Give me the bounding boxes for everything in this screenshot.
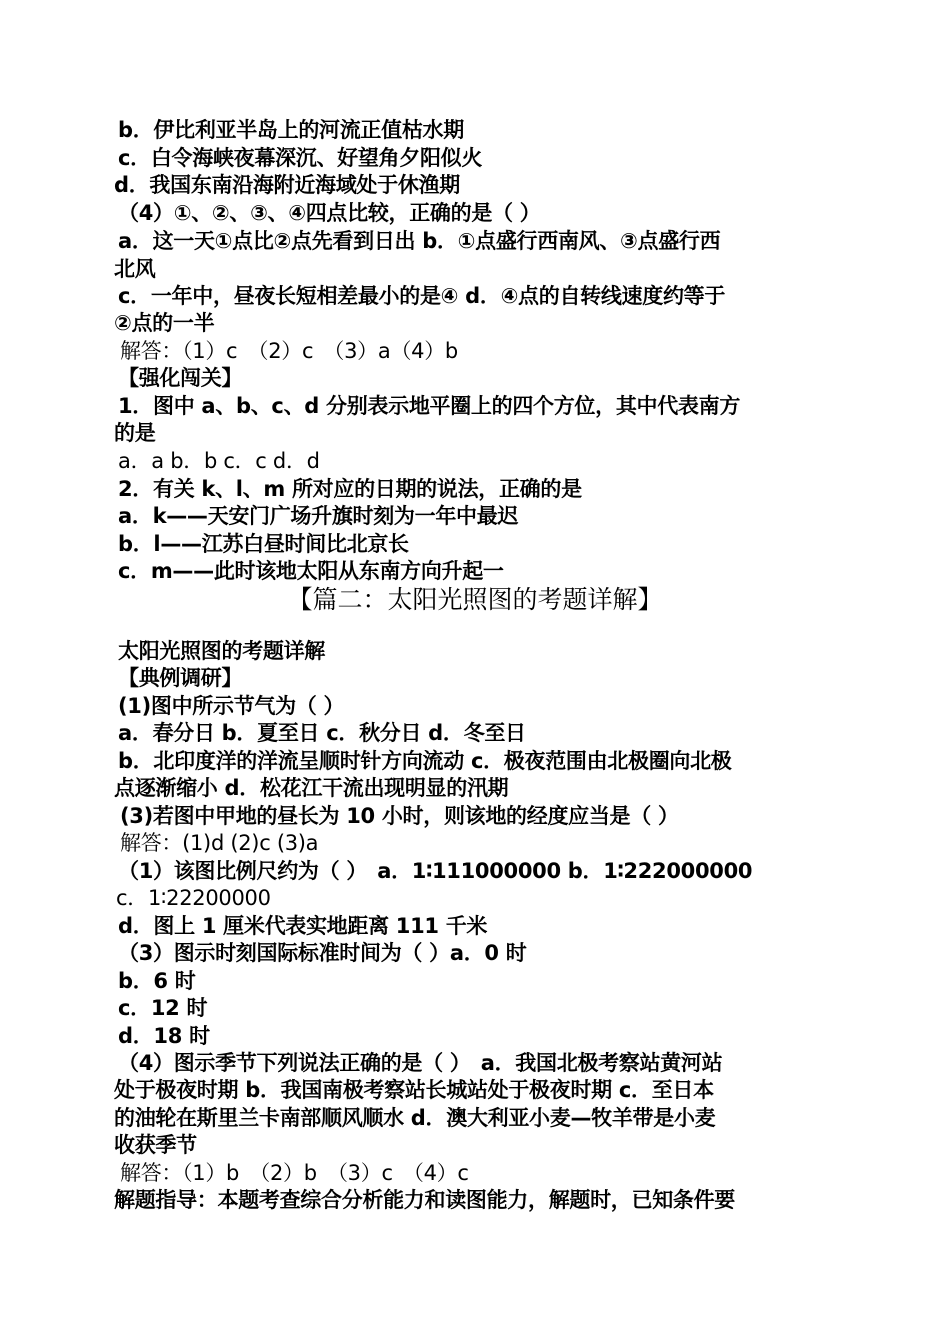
answer-line: 解答：(1)d (2)c (3)a <box>120 831 319 855</box>
text-line: a．k——天安门广场升旗时刻为一年中最迟 <box>118 504 519 528</box>
question-4: （4）图示季节下列说法正确的是（ ） a．我国北极考察站黄河站 <box>118 1051 723 1075</box>
options-line: a．a b．b c．c d．d <box>118 449 320 473</box>
section-title: 【典例调研】 <box>118 666 243 690</box>
text-line: c．白令海峡夜幕深沉、好望角夕阳似火 <box>118 146 483 170</box>
question-1: （1）该图比例尺约为（ ） a．1∶111000000 b．1∶222000000 <box>118 859 753 883</box>
options-line: a．春分日 b．夏至日 c．秋分日 d．冬至日 <box>118 721 526 745</box>
text-line: 的油轮在斯里兰卡南部顺风顺水 d．澳大利亚小麦—牧羊带是小麦 <box>114 1106 716 1130</box>
text-line: b．伊比利亚半岛上的河流正值枯水期 <box>118 118 464 142</box>
text-line: c．1∶22200000 <box>116 886 271 910</box>
answer-line: 解答：（1）c （2）c （3）a（4）b <box>120 339 458 363</box>
text-line: 北风 <box>114 257 156 281</box>
text-line: 点逐渐缩小 d．松花江干流出现明显的汛期 <box>114 776 509 800</box>
text-line: 解题指导：本题考查综合分析能力和读图能力，解题时，已知条件要 <box>114 1188 735 1212</box>
text-line: 收获季节 <box>114 1133 197 1157</box>
text-line: c．m——此时该地太阳从东南方向升起一 <box>118 559 504 583</box>
section-heading: 【篇二：太阳光照图的考题详解】 <box>287 585 663 614</box>
text-line: 处于极夜时期 b．我国南极考察站长城站处于极夜时期 c．至日本 <box>114 1078 714 1102</box>
question-2: 2．有关 k、l、m 所对应的日期的说法，正确的是 <box>118 477 582 501</box>
text-line: d．图上 1 厘米代表实地距离 111 千米 <box>118 914 488 938</box>
text-line: d．18 时 <box>118 1024 210 1048</box>
question-1: 1．图中 a、b、c、d 分别表示地平圈上的四个方位，其中代表南方 <box>118 394 741 418</box>
question-3: (3)若图中甲地的昼长为 10 小时，则该地的经度应当是（ ） <box>120 804 679 828</box>
text-line: d．我国东南沿海附近海域处于休渔期 <box>114 173 460 197</box>
text-line: 的是 <box>114 421 156 445</box>
text-line: b．6 时 <box>118 969 196 993</box>
text-line: c．一年中，昼夜长短相差最小的是④ d．④点的自转线速度约等于 <box>118 284 726 308</box>
question-1: (1)图中所示节气为（ ） <box>118 694 345 718</box>
question-3: （3）图示时刻国际标准时间为（ ）a．0 时 <box>118 941 527 965</box>
text-line: b．北印度洋的洋流呈顺时针方向流动 c．极夜范围由北极圈向北极 <box>118 749 732 773</box>
section-title: 【强化闯关】 <box>118 366 243 390</box>
answer-line: 解答：（1）b （2）b （3）c （4）c <box>120 1161 469 1185</box>
text-line: b．l——江苏白昼时间比北京长 <box>118 532 409 556</box>
subsection-title: 太阳光照图的考题详解 <box>118 639 325 663</box>
text-line: c．12 时 <box>118 996 208 1020</box>
question-4: （4）①、②、③、④四点比较，正确的是（ ） <box>118 201 541 225</box>
text-line: a．这一天①点比②点先看到日出 b．①点盛行西南风、③点盛行西 <box>118 229 721 253</box>
text-line: ②点的一半 <box>114 311 215 335</box>
